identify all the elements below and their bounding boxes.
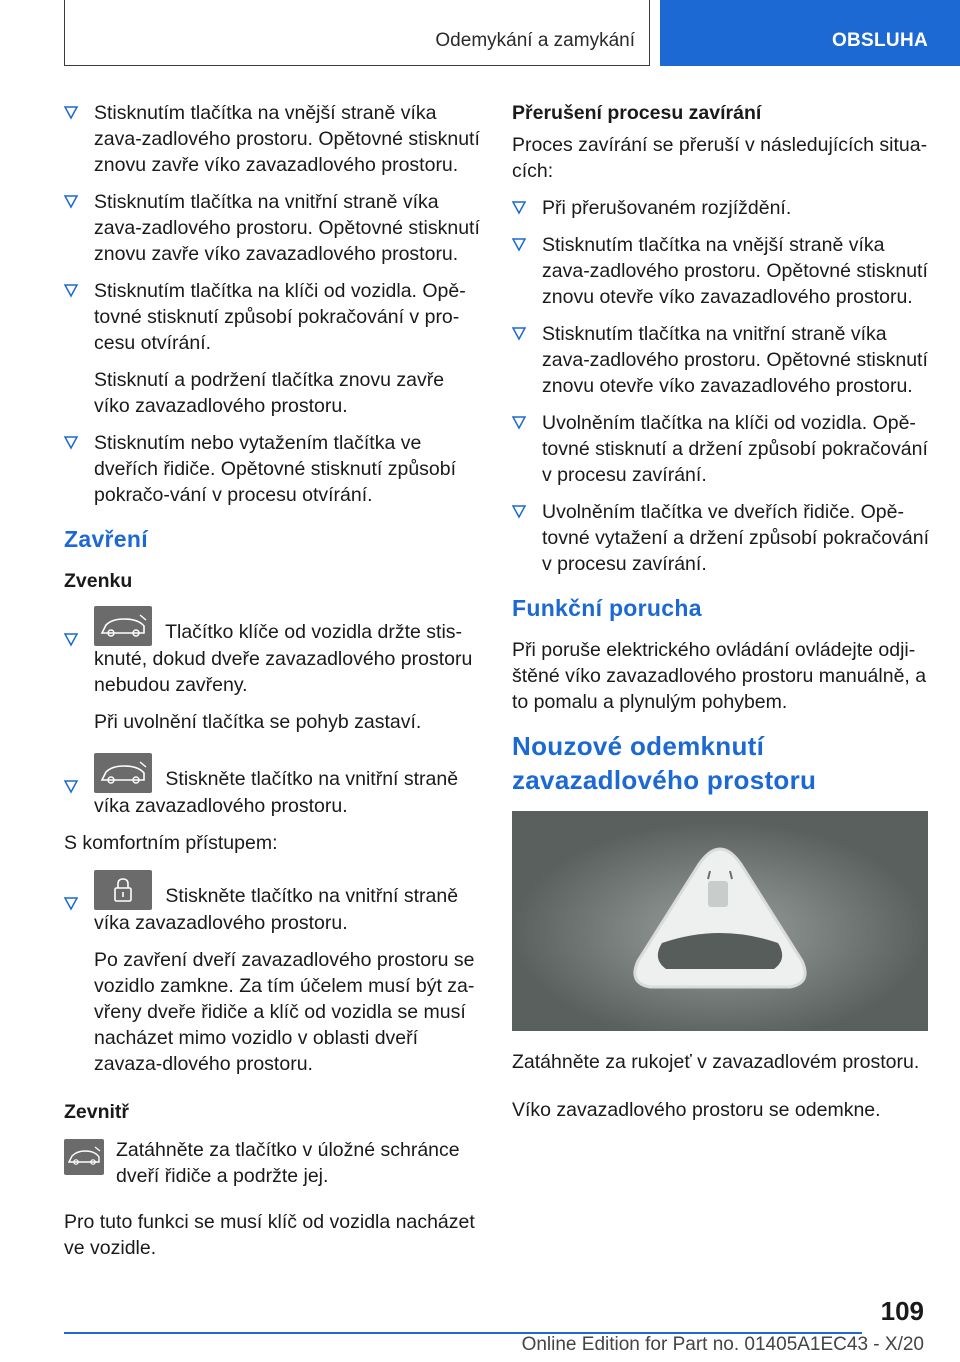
lock-icon [94,870,152,910]
preruseni-intro: Proces zavírání se přeruší v následujících situa-cích: [512,134,928,182]
emergency-release-handle-image [512,811,928,1031]
header-chapter-box [64,0,650,66]
chapter-title: Odemykání a zamykání [435,30,635,51]
note-text: Stisknutí a podržení tlačítka znovu zavře víko zavazadlového prostoru. [94,369,445,417]
note-text: Po zavření dveří zavazadlového prostoru se vozidlo zamkne. Za tím účelem musí být za-vřeny dveře řidiče a klíč od vozidla se musí nacházet mimo vozidlo v oblasti dveří zavaza-dlového prostoru. [94,949,475,1075]
list-item: Stisknutím tlačítka na klíči od vozidla. Opě-tovné stisknutí způsobí pokračování v pro-cesu otvírání. [64,278,484,356]
list-item: Stisknutím tlačítka na vnitřní straně víka zava-zadlového prostoru. Opětovné stisknutí znovu zavře víko zavazadlového prostoru. [64,189,484,267]
right-column [512,100,932,1134]
car-trunk-icon [64,1139,104,1175]
list-item: Při přerušovaném rozjíždění. [512,195,932,221]
triangle-bullet-icon [512,238,526,252]
triangle-bullet-icon [64,195,78,209]
page-header [0,0,960,66]
triangle-bullet-icon [512,327,526,341]
list-item: Stiskněte tlačítko na vnitřní straně víka zavazadlového prostoru. [64,870,484,936]
car-trunk-icon [94,606,152,646]
result-text: Víko zavazadlového prostoru se odemkne. [512,1099,881,1121]
note-text: Při uvolnění tlačítka se pohyb zastaví. [94,711,422,733]
list-item: Stisknutím tlačítka na vnější straně víka zava-zadlového prostoru. Opětovné stisknutí znovu otevře víko zavazadlového prostoru. [512,232,932,310]
list-item: Uvolněním tlačítka na klíči od vozidla. Opě-tovné stisknutí a držení způsobí pokračování v procesu zavírání. [512,410,932,488]
porucha-text: Při poruše elektrického ovládání ovládejte odji-štěné víko zavazadlového prostoru manuálně, a to pomalu a plynulým pohybem. [512,639,927,713]
list-item: Stiskněte tlačítko na vnitřní straně víka zavazadlového prostoru. [64,753,484,819]
left-column [64,100,484,1272]
car-trunk-icon [94,753,152,793]
triangle-bullet-icon [512,505,526,519]
triangle-bullet-icon [64,106,78,120]
triangle-bullet-icon [64,284,78,298]
final-note: Pro tuto funkci se musí klíč od vozidla nacházet ve vozidle. [64,1211,475,1259]
triangle-bullet-icon [512,201,526,215]
list-item: Tlačítko klíče od vozidla držte stis-knuté, dokud dveře zavazadlového prostoru nebudou zavřeny. [64,606,484,698]
section-title: OBSLUHA [831,30,928,51]
triangle-bullet-icon [64,775,78,801]
heading-porucha: Funkční porucha [512,595,702,621]
list-item: Uvolněním tlačítka ve dveřích řidiče. Opě-tovné vytažení a držení způsobí pokračování v procesu zavírání. [512,499,932,577]
heading-zavreni: Zavření [64,526,148,552]
header-section-box [660,0,960,66]
photo-caption: Zatáhněte za rukojeť v zavazadlovém prostoru. [512,1051,920,1073]
triangle-bullet-icon [64,628,78,654]
heading-nouzove: Nouzové odemknutí zavazadlového prostoru [512,731,817,795]
subheading-preruseni: Přerušení procesu zavírání [512,102,762,124]
komfort-label: S komfortním přístupem: [64,832,278,854]
list-item: Stisknutím nebo vytažením tlačítka ve dveřích řidiče. Opětovné stisknutí způsobí pokračo-vání v procesu otvírání. [64,430,484,508]
page-number: 109 [880,1296,924,1326]
list-item: Stisknutím tlačítka na vnitřní straně víka zava-zadlového prostoru. Opětovné stisknutí znovu otevře víko zavazadlového prostoru. [512,321,932,399]
list-item: Stisknutím tlačítka na vnější straně víka zava-zadlového prostoru. Opětovné stisknutí znovu zavře víko zavazadlového prostoru. [64,100,484,178]
subheading-zevnitr: Zevnitř [64,1101,130,1123]
triangle-bullet-icon [64,436,78,450]
subheading-zvenku: Zvenku [64,570,133,592]
triangle-bullet-icon [64,892,78,918]
triangle-bullet-icon [512,416,526,430]
inner-instruction: Zatáhněte za tlačítko v úložné schránce dveří řidiče a podržte jej. [64,1137,484,1189]
footer-edition: Online Edition for Part no. 01405A1EC43 - X/20 [521,1334,924,1355]
